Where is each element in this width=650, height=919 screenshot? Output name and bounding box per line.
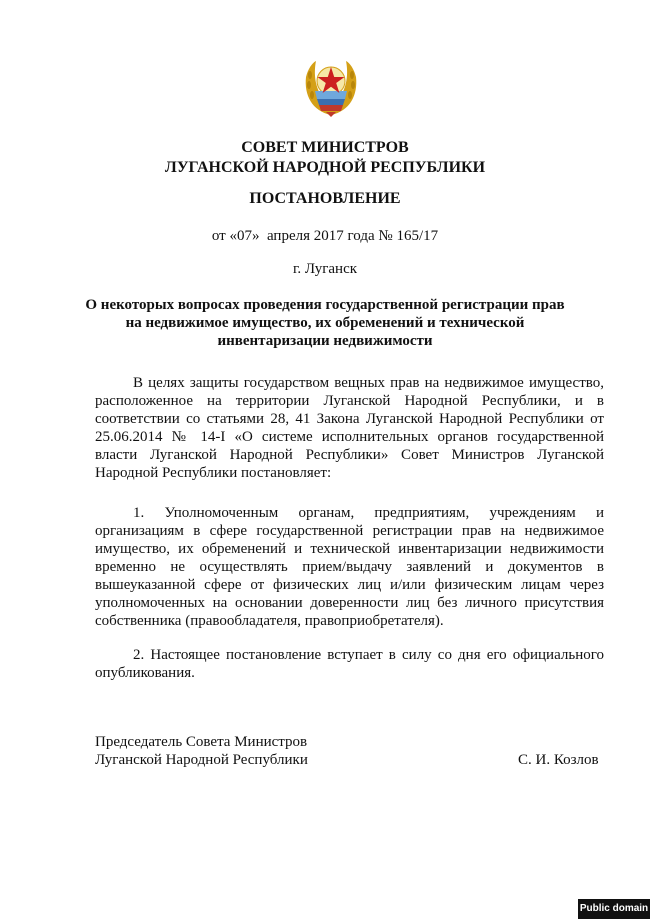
city-line: г. Луганск bbox=[292, 261, 358, 277]
document-type: ПОСТАНОВЛЕНИЕ bbox=[249, 190, 401, 207]
subject-line-3: инвентаризации недвижимости bbox=[217, 333, 433, 349]
coat-of-arms-icon bbox=[300, 55, 362, 119]
signature-title bbox=[95, 733, 308, 769]
subject-line-2: на недвижимое имущество, их обременений и технической bbox=[125, 315, 525, 331]
signature-title-line-1: Председатель Совета Министров bbox=[95, 734, 308, 750]
signature-name: С. И. Козлов bbox=[518, 752, 599, 768]
subject-line-1: О некоторых вопросах проведения государственной регистрации прав bbox=[85, 297, 565, 313]
public-domain-badge: Public domain bbox=[578, 899, 650, 919]
subject-heading bbox=[0, 296, 650, 350]
item-1-paragraph: 1. Уполномоченным органам, предприятиям, учреждениям и организациям в сфере государственной регистрации прав на недвижимое имущество, их обременений и технической инвентаризации недвижимости временно не осуществлять прием/выдачу заявлений и документов в вышеуказанной сфере от физических лиц и/или физическим лицам через уполномоченных на основании доверенности лиц без личного присутствия собственника (правообладателя, правоприобретателя). bbox=[95, 505, 604, 629]
council-heading bbox=[0, 138, 650, 178]
date-line: от «07» апреля 2017 года № 165/17 bbox=[211, 228, 439, 244]
council-line-2: ЛУГАНСКОЙ НАРОДНОЙ РЕСПУБЛИКИ bbox=[164, 159, 486, 176]
council-line-1: СОВЕТ МИНИСТРОВ bbox=[241, 139, 409, 156]
signature-title-line-2: Луганской Народной Республики bbox=[95, 752, 308, 768]
preamble-paragraph: В целях защиты государством вещных прав на недвижимое имущество, расположенное на территории Луганской Народной Республики, и в соответствии со статьями 28, 41 Закона Луганской Народной Республики от 25.06.2014 № 14-I «О системе исполнительных органов государственной власти Луганской Народной Республики» Совет Министров Луганской Народной Республики постановляет: bbox=[95, 375, 604, 481]
item-2-paragraph: 2. Настоящее постановление вступает в силу со дня его официального опубликования. bbox=[95, 647, 604, 681]
